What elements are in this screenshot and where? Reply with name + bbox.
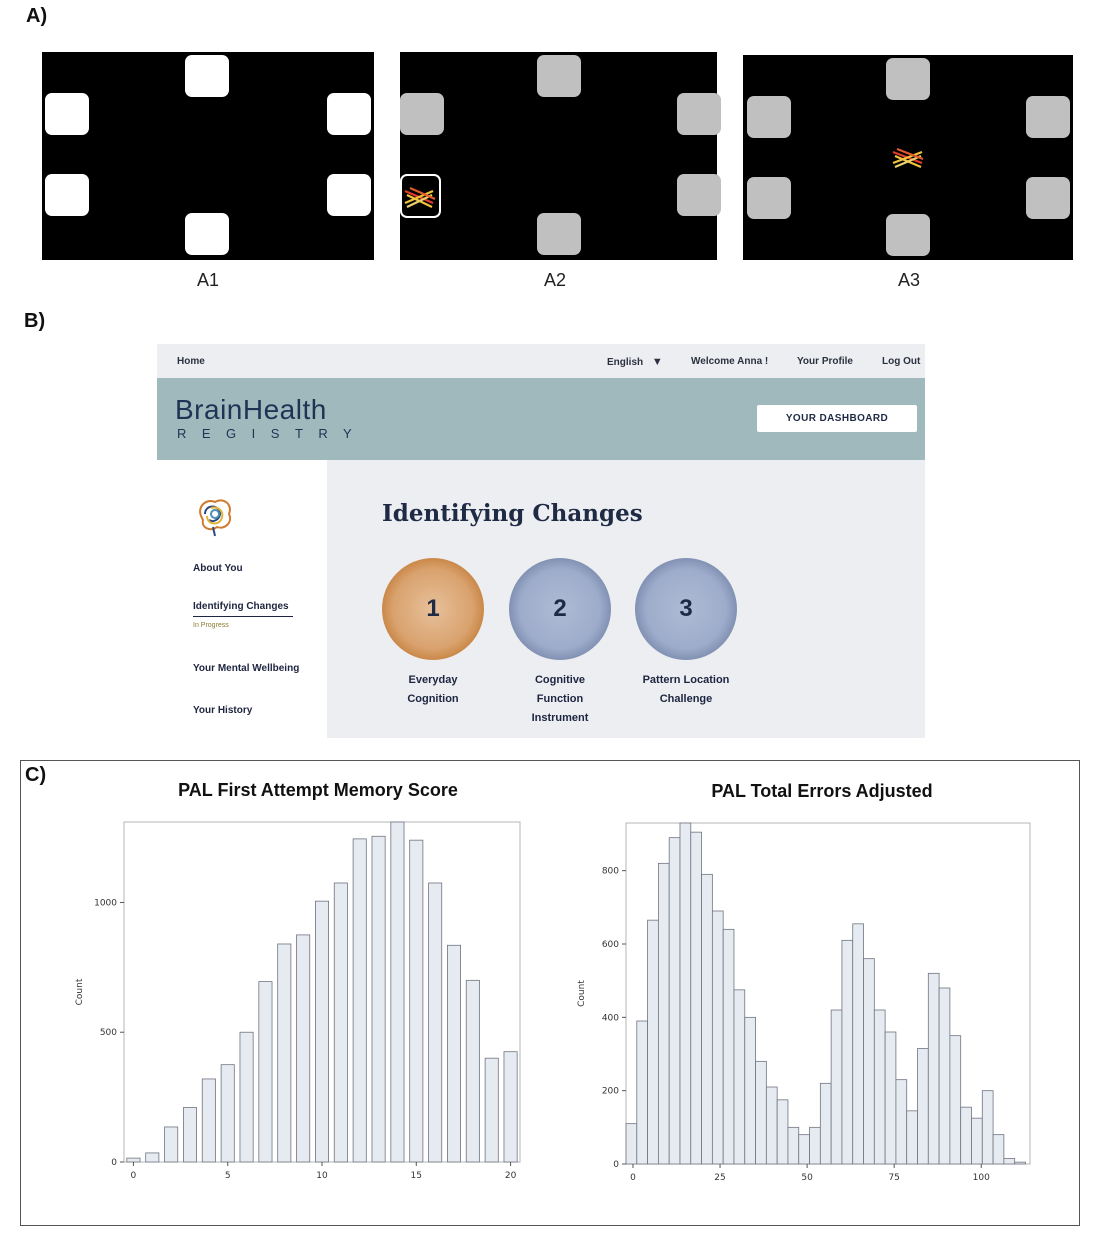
- histogram-total-errors: [570, 810, 1040, 1190]
- histogram-bar: [626, 1124, 637, 1164]
- histogram-bar: [777, 1100, 788, 1164]
- histogram-bar: [391, 822, 404, 1162]
- x-tick-label: 50: [801, 1173, 813, 1183]
- step-label-line: Everyday: [408, 674, 458, 686]
- step-2-button[interactable]: [509, 558, 611, 660]
- sidebar-item-mental-wellbeing[interactable]: Your Mental Wellbeing: [193, 663, 300, 674]
- histogram-bar: [874, 1010, 885, 1164]
- location-box: [185, 213, 229, 255]
- pattern-icon: [892, 147, 924, 169]
- histogram-bar: [928, 973, 939, 1164]
- histogram-bar: [315, 901, 328, 1162]
- histogram-bar: [939, 988, 950, 1164]
- location-box: [886, 214, 930, 256]
- brain-icon: [193, 494, 237, 538]
- histogram-bar: [410, 840, 423, 1162]
- histogram-bar: [637, 1021, 648, 1164]
- x-tick-label: 10: [316, 1171, 328, 1181]
- location-box: [327, 93, 371, 135]
- histogram-bar: [864, 959, 875, 1164]
- histogram-bar: [971, 1118, 982, 1164]
- main-content: [327, 460, 925, 738]
- histogram-bar: [745, 1017, 756, 1164]
- screen-a1: [42, 52, 374, 260]
- histogram-bar: [853, 924, 864, 1164]
- welcome-text: Welcome Anna !: [691, 356, 769, 367]
- location-box: [45, 174, 89, 216]
- chart-1-title: PAL First Attempt Memory Score: [178, 780, 458, 800]
- location-box: [747, 177, 791, 219]
- step-label-line: Instrument: [531, 712, 589, 724]
- step-label-line: Challenge: [659, 693, 713, 705]
- histogram-bar: [702, 874, 713, 1164]
- histogram-bar: [669, 838, 680, 1164]
- histogram-bar: [918, 1049, 929, 1165]
- step-label-line: Cognitive: [534, 674, 586, 686]
- histogram-bar: [993, 1135, 1004, 1164]
- histogram-bar: [982, 1091, 993, 1164]
- active-underline: [193, 616, 293, 617]
- histogram-bar: [756, 1061, 767, 1164]
- logout-link[interactable]: Log Out: [882, 356, 921, 367]
- step-3-label: [621, 671, 751, 709]
- y-tick-label: 0: [111, 1158, 117, 1168]
- histogram-bar: [183, 1107, 196, 1162]
- page-title: Identifying Changes: [382, 500, 643, 527]
- histogram-bar: [334, 883, 347, 1162]
- histogram-bar: [202, 1079, 215, 1162]
- header-banner: [157, 378, 925, 460]
- location-box: [45, 93, 89, 135]
- nav-home-link[interactable]: Home: [177, 356, 205, 367]
- y-tick-label: 800: [601, 866, 619, 877]
- caption-a2: A2: [543, 270, 567, 290]
- x-tick-label: 20: [504, 1171, 517, 1181]
- step-label-line: Function: [536, 693, 584, 705]
- y-tick-label: 500: [99, 1028, 117, 1039]
- y-tick-label: 200: [601, 1086, 619, 1097]
- histogram-bar: [691, 832, 702, 1164]
- histogram-bar: [353, 839, 366, 1162]
- histogram-bar: [831, 1010, 842, 1164]
- location-box: [400, 93, 444, 135]
- histogram-bar: [259, 982, 272, 1162]
- histogram-bar: [766, 1087, 777, 1164]
- panel-a-label: A): [26, 5, 48, 27]
- top-nav: [157, 344, 925, 378]
- x-tick-label: 100: [972, 1173, 990, 1183]
- location-box: [677, 174, 721, 216]
- histogram-bar: [1015, 1162, 1026, 1164]
- panel-c-label: C): [25, 764, 47, 786]
- sidebar-item-your-history[interactable]: Your History: [193, 705, 253, 716]
- histogram-bar: [127, 1158, 140, 1162]
- histogram-bar: [466, 980, 479, 1162]
- histogram-bar: [648, 920, 659, 1164]
- x-tick-label: 75: [888, 1173, 900, 1183]
- step-number: 2: [553, 595, 567, 622]
- histogram-bar: [734, 990, 745, 1164]
- step-label-line: Cognition: [407, 693, 459, 705]
- histogram-bar: [240, 1032, 253, 1162]
- caption-a3: A3: [897, 270, 921, 290]
- histogram-bar: [485, 1058, 498, 1162]
- histogram-bar: [221, 1065, 234, 1162]
- profile-link[interactable]: Your Profile: [797, 356, 853, 367]
- language-select[interactable]: [607, 356, 663, 368]
- histogram-bar: [429, 883, 442, 1162]
- step-number: 3: [679, 595, 693, 622]
- histogram-bar: [658, 863, 669, 1164]
- x-tick-label: 25: [714, 1173, 726, 1183]
- histogram-bar: [712, 911, 723, 1164]
- y-tick-label: 1000: [94, 898, 117, 909]
- location-box: [537, 213, 581, 255]
- histogram-bar: [680, 823, 691, 1164]
- histogram-bar: [896, 1080, 907, 1164]
- dashboard-button[interactable]: YOUR DASHBOARD: [757, 405, 917, 432]
- histogram-bar: [1004, 1159, 1015, 1165]
- histogram-bar: [820, 1083, 831, 1164]
- histogram-bar: [810, 1127, 821, 1164]
- location-box: [537, 55, 581, 97]
- sidebar-item-about-you[interactable]: About You: [193, 563, 243, 574]
- panel-b-label: B): [24, 310, 46, 332]
- x-tick-label: 5: [224, 1171, 231, 1181]
- x-tick-label: 15: [410, 1171, 423, 1181]
- y-axis-label: Count: [75, 978, 85, 1006]
- histogram-bar: [907, 1111, 918, 1164]
- sidebar-item-identifying-changes[interactable]: Identifying Changes: [193, 601, 289, 612]
- histogram-bar: [372, 836, 385, 1162]
- histogram-bar: [146, 1153, 159, 1162]
- status-label: In Progress: [193, 622, 229, 629]
- histogram-bar: [885, 1032, 896, 1164]
- histogram-bar: [278, 944, 291, 1162]
- step-1-label: [368, 671, 498, 709]
- step-2-label: [495, 671, 625, 728]
- histogram-bar: [842, 940, 853, 1164]
- histogram-bar: [961, 1107, 972, 1164]
- location-box: [1026, 96, 1070, 138]
- step-label-line: Pattern Location: [642, 674, 730, 686]
- x-tick-label: 0: [130, 1171, 137, 1181]
- location-box: [185, 55, 229, 97]
- sidebar: [157, 460, 327, 738]
- location-box-highlighted: [400, 174, 441, 218]
- location-box: [677, 93, 721, 135]
- step-number: 1: [426, 595, 440, 622]
- histogram-bar: [165, 1127, 178, 1162]
- location-box: [886, 58, 930, 100]
- y-tick-label: 0: [613, 1160, 619, 1170]
- screen-a3: [743, 55, 1073, 260]
- caption-a1: A1: [196, 270, 220, 290]
- histogram-bar: [504, 1052, 517, 1162]
- histogram-bar: [723, 929, 734, 1164]
- location-box: [747, 96, 791, 138]
- brainhealth-app: [157, 344, 925, 738]
- location-box: [1026, 177, 1070, 219]
- chart-2-title: PAL Total Errors Adjusted: [711, 781, 933, 801]
- location-box: [327, 174, 371, 216]
- y-tick-label: 600: [601, 940, 619, 950]
- logo-subtitle: REGISTRY: [177, 426, 368, 441]
- logo-wordmark[interactable]: BrainHealth: [175, 394, 327, 425]
- step-3-button[interactable]: [635, 558, 737, 660]
- histogram-memory-score: [60, 810, 530, 1190]
- chevron-down-icon: ▼: [651, 356, 663, 368]
- step-1-button[interactable]: [382, 558, 484, 660]
- screen-a2: [400, 52, 717, 260]
- y-tick-label: 400: [601, 1013, 619, 1024]
- pattern-icon: [402, 176, 439, 216]
- histogram-bar: [788, 1127, 799, 1164]
- histogram-bar: [447, 945, 460, 1162]
- histogram-bar: [799, 1135, 810, 1164]
- histogram-bar: [950, 1036, 961, 1164]
- language-label: English: [607, 357, 644, 368]
- y-axis-label: Count: [577, 980, 587, 1007]
- x-tick-label: 0: [630, 1173, 636, 1183]
- histogram-bar: [297, 935, 310, 1162]
